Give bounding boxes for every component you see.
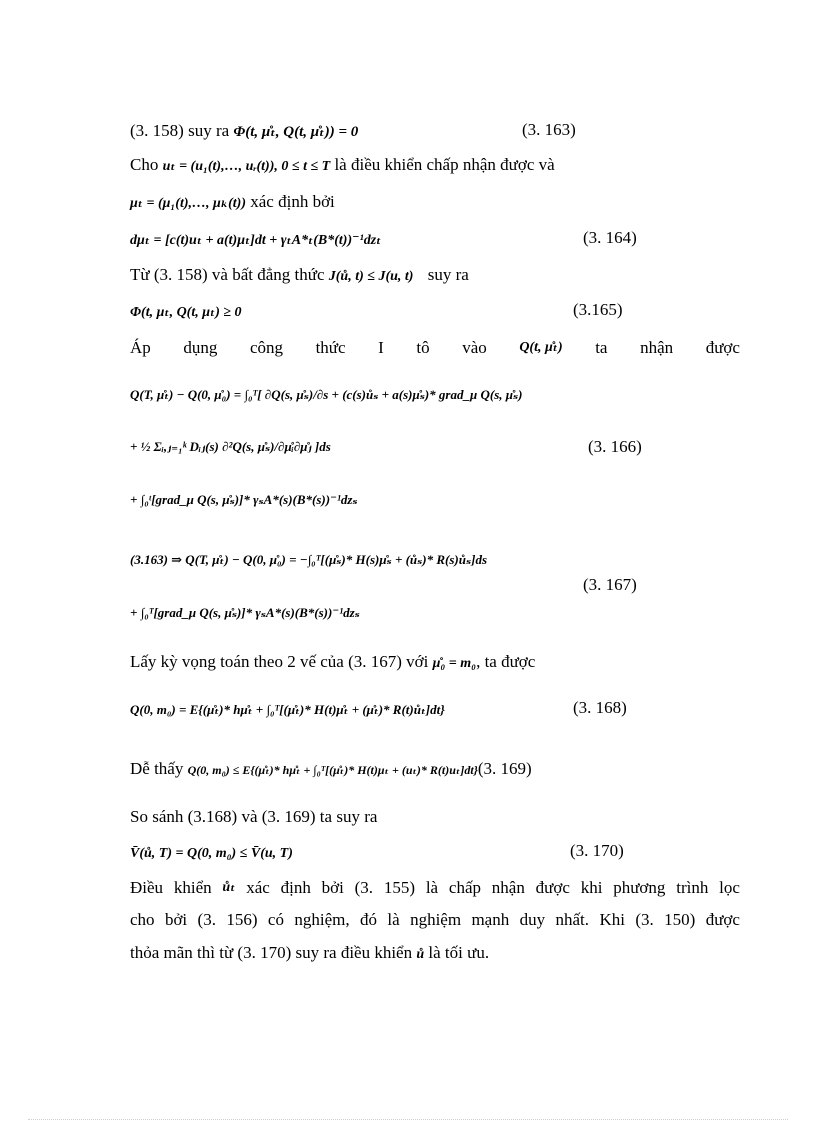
eq-number-167: (3. 167) xyxy=(583,575,637,594)
eq-number-164: (3. 164) xyxy=(583,228,637,247)
eq166-row3 xyxy=(130,488,740,511)
word: I xyxy=(378,338,384,357)
text-line-1 xyxy=(130,120,740,143)
word: được xyxy=(705,338,740,357)
math-eq170: V̄(ů, T) = Q(0, m₀) ≤ V̄(u, T) xyxy=(130,846,293,861)
line-text: Từ (3. 158) và bất đẳng thức xyxy=(130,265,325,284)
text-line-2 xyxy=(130,154,740,178)
line-text: là tối ưu. xyxy=(428,943,490,962)
eq-number-170: (3. 170) xyxy=(570,841,624,860)
eq-number-163: (3. 163) xyxy=(522,120,576,139)
word: Điều xyxy=(130,878,164,897)
word: lọc xyxy=(719,878,740,897)
eq-number-169: (3. 169) xyxy=(477,759,532,778)
word: ta xyxy=(595,338,608,357)
eq-number-168: (3. 168) xyxy=(573,698,627,717)
eq167-row2 xyxy=(130,601,740,624)
word: được xyxy=(535,878,570,897)
text-line-kyvong xyxy=(130,651,740,675)
word: công xyxy=(249,338,283,357)
word: chấp xyxy=(448,878,481,897)
math-dmu: dμₜ = [c(t)uₜ + a(t)μₜ]dt + γₜA*ₜ(B*(t))⁻¹dzₜ xyxy=(130,233,382,248)
word: cho xyxy=(130,910,155,929)
word: bởi xyxy=(321,878,344,897)
word: có xyxy=(267,910,284,929)
math-u-optimal: ů xyxy=(416,947,425,962)
line-text: xác định bởi xyxy=(250,192,335,211)
text-line-apdung xyxy=(130,337,740,359)
math-phi: Φ(t, μ̊ₜ, Q(t, μ̊ₜ)) = 0 xyxy=(233,124,359,140)
word: đó xyxy=(360,910,377,929)
math-mu: μₜ = (μ₁(t),…, μₖ(t)) xyxy=(130,196,246,211)
word: nhận xyxy=(491,878,525,897)
word: Khi xyxy=(599,910,625,929)
eq166-row2 xyxy=(130,435,740,458)
word: khi xyxy=(580,878,603,897)
word: được xyxy=(705,910,740,929)
word: (3. xyxy=(635,910,654,929)
word: định xyxy=(280,878,311,897)
footer-divider xyxy=(28,1119,788,1120)
eq-number-166: (3. 166) xyxy=(588,437,642,456)
word: tô xyxy=(416,338,430,357)
para-line-3 xyxy=(130,942,740,966)
line-text: Lấy kỳ vọng toán theo 2 vế của (3. 167) với xyxy=(130,652,429,671)
word: 156) xyxy=(226,910,258,929)
math-eq168: Q(0, m₀) = E{(μ̊ₜ)* hμ̊ₜ + ∫₀ᵀ[(μ̊ₜ)* H(t)μ̊ₜ + (μ̊ₜ)* R(t)ůₜ]dt} xyxy=(130,702,445,717)
line-text: , ta được xyxy=(476,652,536,671)
math-control: uₜ = (u₁(t),…, uᵣ(t)), 0 ≤ t ≤ T xyxy=(162,159,331,174)
line-text: thỏa mãn thì từ (3. 170) suy ra điều khiển xyxy=(130,943,413,962)
word: là xyxy=(387,910,400,929)
math-eq167-row2: + ∫₀ᵀ[grad_μ Q(s, μ̊ₛ)]* γₛA*(s)(B*(s))⁻¹dzₛ xyxy=(130,605,360,620)
math-q: Q(t, μ̊ₜ) xyxy=(519,340,563,355)
word: Áp xyxy=(130,338,151,357)
math-eq166-row3: + ∫₀ᵗ[grad_μ Q(s, μ̊ₛ)]* γₛA*(s)(B*(s))⁻¹dzₛ xyxy=(130,492,358,507)
word: nhận xyxy=(640,338,674,357)
math-eq169: Q(0, m₀) ≤ E{(μ̊ₜ)* hμ̊ₜ + ∫₀ᵀ[(μ̊ₜ)* H(t)μₜ + (uₜ)* R(t)uₜ]dt} xyxy=(187,763,478,777)
text-line-5 xyxy=(130,264,740,288)
line-text: suy ra xyxy=(427,265,469,284)
word: dụng xyxy=(183,338,218,357)
math-eq167-row1: (3.163) ⇒ Q(T, μ̊ₜ) − Q(0, μ̊₀) = −∫₀ᵀ[(μ̊ₛ)* H(s)μ̊ₛ + (ůₛ)* R(s)ůₛ]ds xyxy=(130,552,487,567)
word: (3. xyxy=(354,878,374,897)
math-eq166-row1: Q(T, μ̊ₜ) − Q(0, μ̊₀) = ∫₀ᵀ[ ∂Q(s, μ̊ₛ)/∂s + (c(s)ůₛ + a(s)μ̊ₛ)* grad_μ Q(s, μ̊ₛ) xyxy=(130,387,523,402)
math-inequality-j: J(ů, t) ≤ J(u, t) xyxy=(328,269,414,284)
math-mu0: μ̊₀ = m₀ xyxy=(432,656,477,671)
eq-number-165: (3.165) xyxy=(573,300,623,319)
para-line-1 xyxy=(130,877,740,899)
word: phương xyxy=(613,878,666,897)
eq170-row xyxy=(130,841,740,865)
word: mạnh xyxy=(471,910,510,929)
line-text: Dễ thấy xyxy=(130,759,184,778)
eq166-row1 xyxy=(130,383,740,406)
para-line-2 xyxy=(130,909,740,931)
text-line-3 xyxy=(130,191,740,215)
line-text: So sánh (3.168) và (3. 169) ta suy ra xyxy=(130,807,378,826)
line-text: là điều khiển chấp nhận được và xyxy=(334,155,555,174)
eq169-row xyxy=(130,758,740,781)
text-line-6 xyxy=(130,300,740,324)
word: vào xyxy=(462,338,487,357)
text-line-4 xyxy=(130,228,740,252)
math-eq166-row2: + ½ Σᵢ,ⱼ₌₁ᵏ Dᵢⱼ(s) ∂²Q(s, μ̊ₛ)/∂μ̊ᵢ∂μ̊ⱼ ]ds xyxy=(130,439,331,454)
word: (3. xyxy=(197,910,216,929)
word: nghiệm xyxy=(410,910,462,929)
line-text: (3. 158) suy ra xyxy=(130,121,230,140)
eq167-row1 xyxy=(130,548,740,571)
word: là xyxy=(425,878,439,897)
word: nghiệm, xyxy=(294,910,350,929)
word: thức xyxy=(315,338,346,357)
word: nhất. xyxy=(555,910,590,929)
math-phi-ge: Φ(t, μₜ, Q(t, μₜ) ≥ 0 xyxy=(130,305,242,320)
word: trình xyxy=(676,878,709,897)
word: xác xyxy=(246,878,270,897)
line-text: Cho xyxy=(130,155,159,174)
word: 150) xyxy=(664,910,696,929)
text-line-sosanh xyxy=(130,806,740,828)
math-u-tilde: ůₜ xyxy=(222,880,236,895)
word: khiển xyxy=(173,878,212,897)
eq168-row xyxy=(130,698,740,721)
word: 155) xyxy=(383,878,416,897)
word: bởi xyxy=(164,910,188,929)
word: duy xyxy=(519,910,546,929)
